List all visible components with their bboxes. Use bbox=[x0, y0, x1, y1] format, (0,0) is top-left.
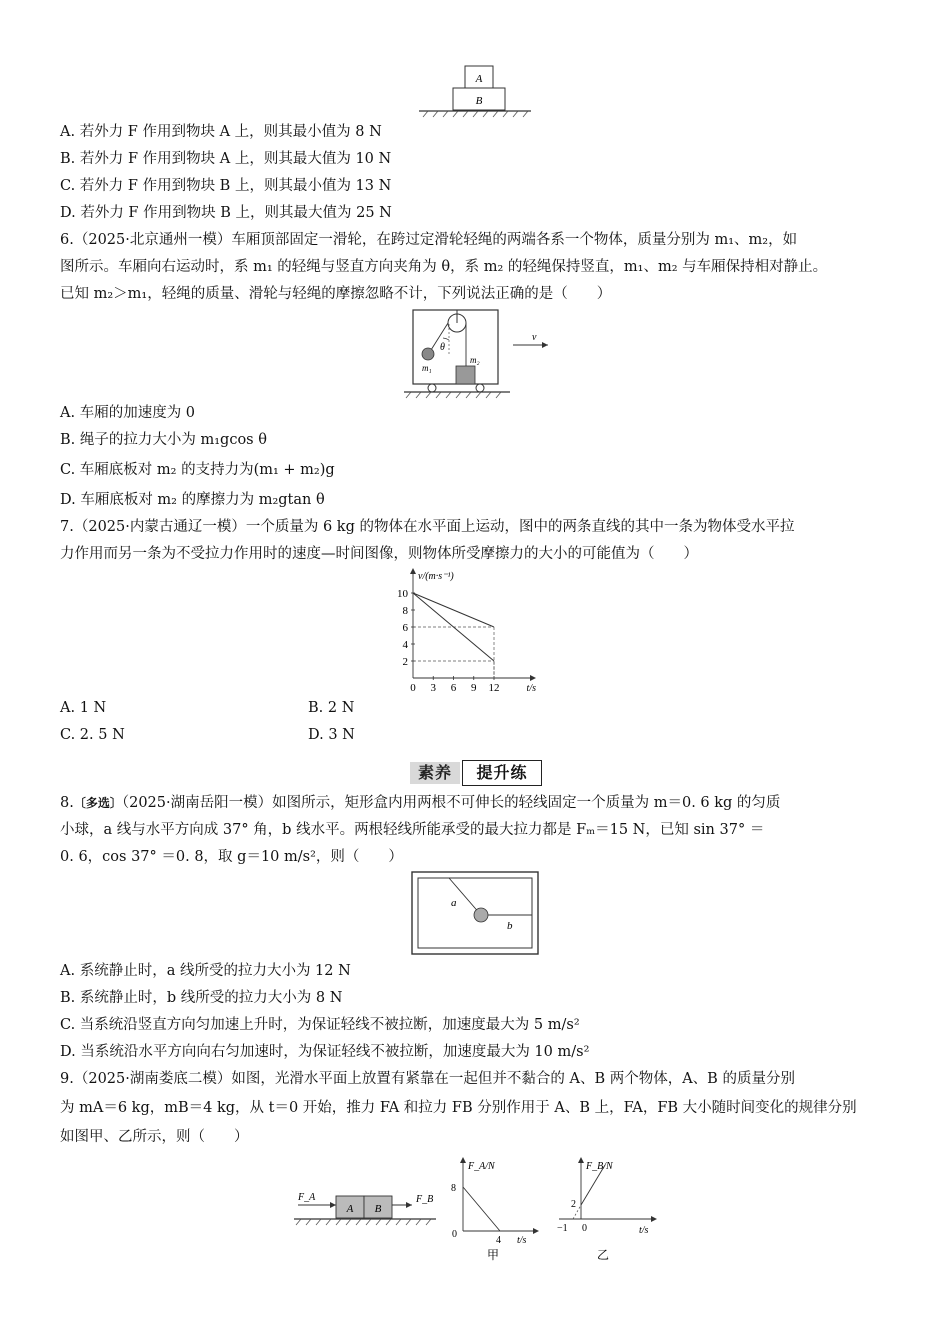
q7-source: （2025·内蒙古通辽一模） bbox=[73, 519, 246, 535]
section-banner-part2: 提升练 bbox=[462, 760, 542, 786]
q6-option-b: B. 绳子的拉力大小为 m₁gcos θ bbox=[60, 432, 267, 448]
x-tick-label: 6 bbox=[450, 682, 457, 694]
m2-label: m₂ bbox=[470, 355, 480, 365]
q9-stem-line3: 如图甲、乙所示，则（ ） bbox=[60, 1129, 249, 1145]
block-b-label: B bbox=[374, 1203, 382, 1215]
velocity-label: v bbox=[532, 332, 537, 343]
q5-option-a: A. 若外力 F 作用到物块 A 上，则其最小值为 8 N bbox=[60, 124, 382, 140]
q7-stem1: 一个质量为 6 kg 的物体在水平面上运动，图中的两条直线的其中一条为物体受水平拉 bbox=[245, 519, 795, 535]
block-a-label: A bbox=[346, 1203, 354, 1215]
q6-option-c: C. 车厢底板对 m₂ 的支持力为(m₁ + m₂)g bbox=[60, 462, 335, 478]
q7-stem-line2: 力作用而另一条为不受拉力作用时的速度—时间图像，则物体所受摩擦力的大小的可能值为（ ） bbox=[60, 546, 698, 562]
carriage-pulley-figure bbox=[400, 306, 560, 400]
q9-stem1: 如图，光滑水平面上放置有紧靠在一起但并不黏合的 A、B 两个物体，A、B 的质量分别 bbox=[231, 1071, 795, 1087]
y-tick-label: 2 bbox=[402, 656, 408, 668]
series-line-1 bbox=[413, 593, 494, 627]
q9-stem-line2: 为 mA＝6 kg，mB＝4 kg，从 t＝0 开始，推力 FA 和拉力 FB 分别作用于 A、B 上，FA，FB 大小随时间变化的规律分别 bbox=[60, 1100, 857, 1116]
q9-number: 9. bbox=[60, 1071, 74, 1087]
q9-source: （2025·湖南娄底二模） bbox=[73, 1071, 232, 1087]
q8-option-a: A. 系统静止时，a 线所受的拉力大小为 12 N bbox=[60, 963, 351, 979]
q6-number: 6. bbox=[60, 232, 74, 248]
yi-origin: 0 bbox=[582, 1223, 587, 1234]
jia-caption: 甲 bbox=[487, 1248, 500, 1262]
x-tick-label: 12 bbox=[488, 682, 500, 694]
q6-option-a: A. 车厢的加速度为 0 bbox=[60, 405, 196, 421]
q5-option-b: B. 若外力 F 作用到物块 A 上，则其最大值为 10 N bbox=[60, 151, 392, 167]
jia-x-tick-4: 4 bbox=[496, 1235, 501, 1246]
y-tick-label: 8 bbox=[402, 605, 408, 617]
x-tick-label: 3 bbox=[430, 682, 436, 694]
q6-stem-line1 bbox=[60, 230, 797, 250]
line-a-label: a bbox=[451, 897, 457, 909]
jia-y-tick-8: 8 bbox=[451, 1183, 456, 1194]
jia-x-axis-label: t/s bbox=[517, 1235, 527, 1246]
q5-option-d: D. 若外力 F 作用到物块 B 上，则其最大值为 25 N bbox=[60, 205, 392, 221]
q9-stem-line1 bbox=[60, 1069, 795, 1089]
q7-stem-line1 bbox=[60, 517, 794, 537]
yi-caption: 乙 bbox=[597, 1248, 610, 1262]
q8-option-c: C. 当系统沿竖直方向匀加速上升时，为保证轻线不被拉断，加速度最大为 5 m/s² bbox=[60, 1017, 580, 1033]
blocks-forces-figure bbox=[290, 1188, 440, 1228]
yi-x-tick-neg1: −1 bbox=[557, 1223, 568, 1234]
q7-option-d: D. 3 N bbox=[308, 727, 355, 743]
jia-y-axis-label: F_A/N bbox=[468, 1161, 495, 1172]
q8-option-b: B. 系统静止时，b 线所受的拉力大小为 8 N bbox=[60, 990, 343, 1006]
velocity-time-chart bbox=[380, 566, 570, 696]
q6-stem-line3: 已知 m₂＞m₁，轻绳的质量、滑轮与轻绳的摩擦忽略不计，下列说法正确的是（ ） bbox=[60, 286, 612, 302]
m1-label: m₁ bbox=[422, 363, 432, 373]
y-tick-label: 10 bbox=[397, 588, 408, 600]
y-tick-label: 6 bbox=[402, 622, 408, 634]
q8-stem-line1 bbox=[60, 793, 780, 813]
q8-stem-line2: 小球，a 线与水平方向成 37° 角，b 线水平。两根轻线所能承受的最大拉力都是 Fₘ＝15 N，已知 sin 37° ＝ bbox=[60, 822, 765, 838]
force-fb-label: F_B bbox=[416, 1194, 434, 1205]
x-tick-label: 0 bbox=[410, 682, 416, 694]
x-tick-label: 9 bbox=[471, 682, 477, 694]
jia-origin: 0 bbox=[452, 1229, 457, 1240]
q8-number: 8. bbox=[60, 795, 74, 811]
q6-option-d: D. 车厢底板对 m₂ 的摩擦力为 m₂gtan θ bbox=[60, 492, 325, 508]
force-fa-label: F_A bbox=[298, 1192, 316, 1203]
ball-m1 bbox=[422, 348, 434, 360]
y-axis-arrow bbox=[410, 568, 416, 574]
graph-yi bbox=[553, 1155, 663, 1267]
q5-option-c: C. 若外力 F 作用到物块 B 上，则其最小值为 13 N bbox=[60, 178, 392, 194]
q8-stem1: 如图所示，矩形盒内用两根不可伸长的轻线固定一个质量为 m＝0. 6 kg 的匀质 bbox=[272, 795, 781, 811]
q8-source: （2025·湖南岳阳一模） bbox=[121, 795, 273, 811]
q7-option-b: B. 2 N bbox=[308, 700, 355, 716]
block-m2 bbox=[456, 366, 475, 384]
y-tick-label: 4 bbox=[402, 639, 408, 651]
x-axis-label: t/s bbox=[526, 683, 536, 694]
q8-tag: 〔多选〕 bbox=[73, 796, 122, 810]
yi-y-axis-label: F_B/N bbox=[586, 1161, 613, 1172]
yi-x-axis-label: t/s bbox=[639, 1225, 649, 1236]
q7-number: 7. bbox=[60, 519, 74, 535]
y-axis-label: v/(m·s⁻¹) bbox=[418, 571, 454, 582]
section-banner bbox=[410, 760, 544, 786]
q6-stem-line2: 图所示。车厢向右运动时，系 m₁ 的轻绳与竖直方向夹角为 θ，系 m₂ 的轻绳保持竖直，m₁、m₂ 与车厢保持相对静止。 bbox=[60, 259, 828, 275]
block-a-label: A bbox=[475, 73, 483, 85]
q6-stem1: 车厢顶部固定一滑轮，在跨过定滑轮轻绳的两端各系一个物体，质量分别为 m₁、m₂，如 bbox=[231, 232, 798, 248]
q6-source: （2025·北京通州一模） bbox=[73, 232, 232, 248]
x-axis-arrow bbox=[530, 675, 536, 681]
ball bbox=[474, 908, 488, 922]
yi-y-tick-2: 2 bbox=[571, 1199, 576, 1210]
section-banner-part1: 素养 bbox=[410, 762, 460, 784]
box-ball-figure bbox=[411, 871, 539, 957]
q8-stem-line3: 0. 6，cos 37° ＝0. 8，取 g＝10 m/s²，则（ ） bbox=[60, 849, 403, 865]
stacked-blocks-figure bbox=[415, 62, 535, 122]
block-b-label: B bbox=[475, 95, 483, 107]
q7-option-c: C. 2. 5 N bbox=[60, 727, 125, 743]
q7-option-a: A. 1 N bbox=[60, 700, 107, 716]
graph-jia bbox=[445, 1155, 545, 1267]
line-b-label: b bbox=[507, 920, 513, 932]
q8-option-d: D. 当系统沿水平方向向右匀加速时，为保证轻线不被拉断，加速度最大为 10 m/s² bbox=[60, 1044, 590, 1060]
theta-label: θ bbox=[440, 342, 445, 353]
